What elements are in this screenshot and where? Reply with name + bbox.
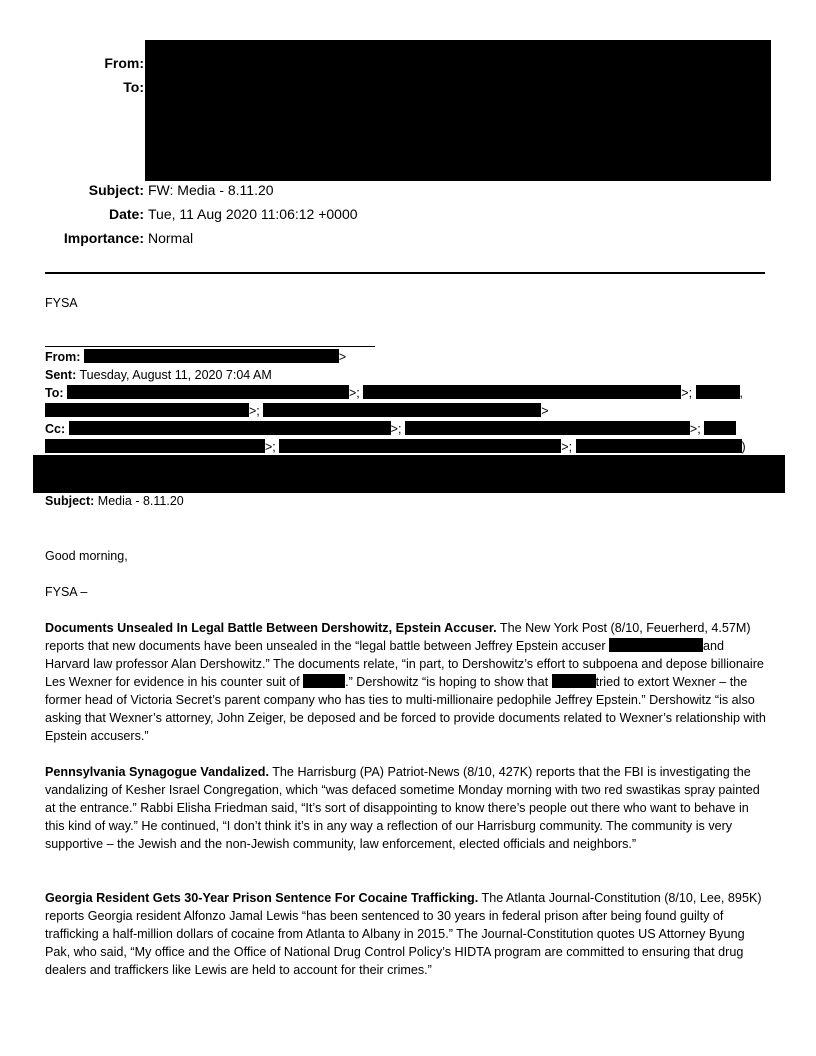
to-label: To:	[123, 79, 144, 95]
separator: >;	[349, 386, 360, 400]
greeting: Good morning,	[45, 549, 128, 563]
redaction-block	[69, 421, 391, 435]
separator: ,	[739, 386, 744, 400]
inner-cc-label: Cc:	[45, 422, 66, 436]
separator: >	[541, 404, 549, 418]
inner-cc-row	[45, 420, 736, 438]
redaction-block	[263, 403, 541, 417]
inner-sent-row	[45, 366, 272, 384]
article-text: tried to extort Wexner – the former head of Victoria Secret’s parent company who has ties to multi-millionaire pedophile Jeffrey Epstein.” Dershowitz “is also asking that Wexner’s attorney, John Zeiger, be deposed and be forced to provide documents related to Wexner’s relationship with Epstein accusers.”	[45, 675, 766, 743]
inner-to-row-2	[45, 402, 549, 420]
article-georgia	[45, 889, 770, 979]
inner-subject-label: Subject:	[45, 494, 95, 508]
separator: >;	[681, 386, 693, 400]
separator: >;	[265, 440, 276, 454]
forward-divider	[45, 346, 375, 347]
article-text: and Harvard law professor Alan Dershowitz.” The documents relate, “in part, to Dershowitz’s effort to subpoena and depose billionaire Les Wexner for evidence in his counter suit of	[45, 639, 764, 689]
importance-value: Normal	[148, 230, 194, 246]
article-headline: Documents Unsealed In Legal Battle Between Dershowitz, Epstein Accuser.	[45, 621, 497, 635]
redaction-block	[576, 439, 742, 453]
article-synagogue	[45, 763, 770, 853]
article-text: .” Dershowitz “is hoping to show that	[345, 675, 552, 689]
subject-value: FW: Media - 8.11.20	[148, 182, 274, 198]
article-headline: Pennsylvania Synagogue Vandalized.	[45, 765, 269, 779]
inner-from-suffix: >	[338, 350, 347, 364]
importance-label: Importance:	[63, 230, 144, 246]
redaction-block	[145, 40, 771, 181]
inner-sent-value: Tuesday, August 11, 2020 7:04 AM	[79, 368, 272, 382]
date-value: Tue, 11 Aug 2020 11:06:12 +0000	[148, 206, 358, 222]
inner-cc-row-2	[45, 438, 746, 456]
inner-subject-value: Media - 8.11.20	[97, 494, 184, 508]
redaction-block	[33, 455, 785, 493]
redaction-block	[704, 421, 736, 435]
date-label: Date:	[108, 206, 144, 222]
inner-from-label: From:	[45, 350, 81, 364]
redaction-block	[279, 439, 561, 453]
redaction-block	[84, 349, 339, 363]
redaction-block	[552, 674, 596, 688]
redaction-block	[405, 421, 690, 435]
redaction-block	[609, 638, 703, 652]
article-text: The Harrisburg (PA) Patriot-News (8/10, 427K) reports that the FBI is investigating the vandalizing of Kesher Israel Congregation, which “was defaced sometime Monday morning with two red swastikas spray painted at the entrance.” Rabbi Elisha Friedman said, “It’s sort of disappointing to know there’s people out there who want to behave in this kind of way.” He continued, “I don’t think it’s in any way a reflection of our Harrisburg community. The community is very supportive – the Jewish and the non-Jewish community, law enforcement, elected officials and neighbors.”	[45, 765, 760, 851]
separator: >;	[390, 422, 402, 436]
from-label: From:	[104, 55, 144, 71]
article-text: The New York Post (8/10, Feuerherd, 4.57M) reports that new documents have been unsealed in the “legal battle between Jeffrey Epstein accuser	[45, 621, 751, 653]
redaction-block	[67, 385, 349, 399]
redaction-block	[303, 674, 345, 688]
inner-to-row	[45, 384, 743, 402]
article-headline: Georgia Resident Gets 30-Year Prison Sentence For Cocaine Trafficking.	[45, 891, 479, 905]
separator: >;	[249, 404, 260, 418]
inner-from-row	[45, 348, 346, 366]
fysa-line: FYSA –	[45, 585, 88, 599]
subject-label: Subject:	[88, 182, 144, 198]
redaction-block	[45, 403, 249, 417]
redaction-block	[45, 439, 265, 453]
inner-subject-row	[45, 492, 184, 510]
article-text: The Atlanta Journal-Constitution (8/10, Lee, 895K) reports Georgia resident Alfonzo Jamal Lewis “has been sentenced to 30 years in federal prison after being found guilty of trafficking a half-million dollars of cocaine from Atlanta to Albany in 2015.” The Journal-Constitution quotes US Attorney Byung Pak, who said, “My office and the Office of National Drug Control Policy’s HIDTA program are committed to ensuring that drug dealers and traffickers like Lewis are held to account for their crimes.”	[45, 891, 762, 977]
redaction-block	[696, 385, 740, 399]
redaction-block	[363, 385, 681, 399]
separator: >;	[689, 422, 701, 436]
separator: >;	[561, 440, 573, 454]
inner-to-label: To:	[45, 386, 64, 400]
inner-sent-label: Sent:	[45, 368, 77, 382]
article-dershowitz	[45, 619, 770, 745]
header-divider	[45, 272, 765, 274]
intro-text: FYSA	[45, 296, 78, 310]
separator: )	[741, 440, 746, 454]
